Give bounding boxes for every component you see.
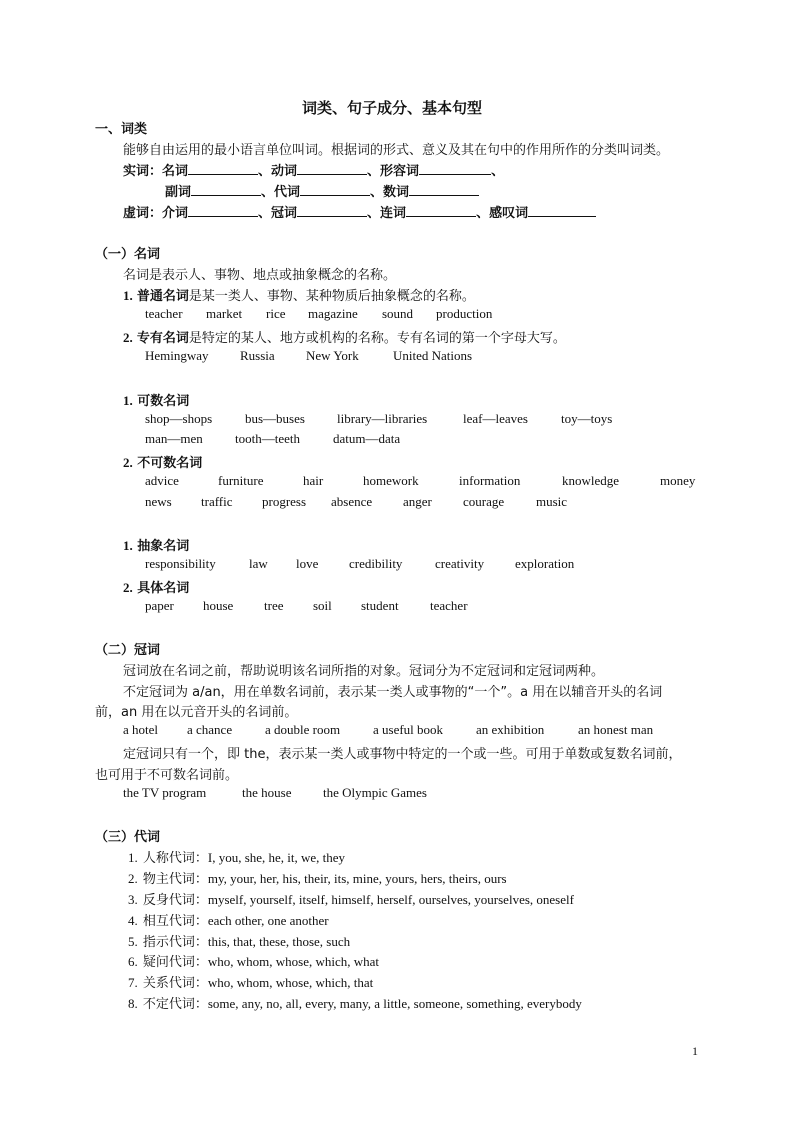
blank-label-adverb: 副词	[165, 185, 192, 200]
pronoun-words: myself, yourself, itself, himself, herself, ourselves, yourselves, oneself	[207, 892, 574, 907]
example-row-abstract	[0, 556, 794, 574]
list-number: 7.	[128, 975, 138, 990]
pronoun-item	[128, 972, 373, 991]
example-word: production	[436, 306, 493, 321]
blank-label-interjection: 、感叹词	[476, 206, 529, 221]
pronoun-words: some, any, no, all, every, many, a little, someone, something, everybody	[207, 996, 582, 1011]
list-number: 2.	[123, 455, 133, 470]
pronoun-item	[128, 889, 574, 908]
example-word: Hemingway	[145, 348, 209, 363]
blank-label-numeral: 、数词	[370, 185, 410, 200]
subheading-concrete-nouns	[123, 577, 189, 596]
example-word: the Olympic Games	[323, 785, 427, 800]
pronoun-item	[128, 868, 507, 887]
list-number: 1.	[128, 850, 138, 865]
pronoun-item	[128, 910, 329, 929]
fill-blank[interactable]	[188, 161, 258, 175]
content-words-row-1	[123, 160, 504, 179]
example-word: money	[660, 473, 696, 488]
term-common-noun: 普通名词	[136, 289, 189, 304]
section-heading-nouns: （一）名词	[95, 247, 161, 262]
blank-label-adjective: 、形容词	[367, 164, 420, 179]
example-word: a chance	[187, 722, 233, 737]
example-word: teacher	[145, 306, 183, 321]
subheading-text: 不可数名词	[137, 456, 203, 471]
pronoun-category: 关系代词：	[142, 976, 208, 991]
pronoun-item	[128, 931, 350, 950]
function-words-row	[123, 202, 596, 221]
pronoun-words: this, that, these, those, such	[207, 934, 351, 949]
example-word: exploration	[515, 556, 575, 571]
list-number: 2.	[128, 871, 138, 886]
list-number: 1.	[123, 393, 133, 408]
example-row-countable-1	[0, 411, 794, 429]
pronoun-category: 疑问代词：	[142, 955, 208, 970]
section-heading-parts-of-speech: 一、词类	[95, 122, 148, 137]
example-word: creativity	[435, 556, 485, 571]
example-word: magazine	[308, 306, 358, 321]
subheading-uncountable-nouns	[123, 452, 202, 471]
blank-label-noun: 名词	[162, 164, 189, 179]
subheading-text: 可数名词	[137, 394, 190, 409]
section-heading-pronouns: （三）代词	[95, 830, 161, 845]
pronoun-words: each other, one another	[207, 913, 329, 928]
list-number: 3.	[128, 892, 138, 907]
example-row-uncountable-1	[0, 473, 794, 491]
pronoun-item	[128, 847, 345, 866]
example-word: love	[296, 556, 319, 571]
list-number: 6.	[128, 954, 138, 969]
fill-blank[interactable]	[300, 182, 370, 196]
list-number: 8.	[128, 996, 138, 1011]
blank-label-preposition: 介词	[162, 206, 189, 221]
example-word: responsibility	[145, 556, 216, 571]
example-row-countable-2	[0, 431, 794, 449]
content-words-row-2	[165, 181, 479, 200]
list-number: 1.	[123, 288, 133, 303]
pronoun-item	[128, 993, 582, 1012]
example-word: market	[206, 306, 243, 321]
pronoun-item	[128, 951, 379, 970]
example-row-indefinite-articles	[0, 722, 794, 740]
blank-label-verb: 、动词	[258, 164, 298, 179]
example-word: leaf—leaves	[463, 411, 528, 426]
pronoun-category: 人称代词：	[142, 851, 208, 866]
pronoun-category: 反身代词：	[142, 893, 208, 908]
example-word: paper	[145, 598, 174, 613]
example-word: rice	[266, 306, 286, 321]
example-word: student	[361, 598, 399, 613]
example-word: an honest man	[578, 722, 654, 737]
pronoun-words: my, your, her, his, their, its, mine, yours, hers, theirs, ours	[207, 871, 507, 886]
example-word: the house	[242, 785, 292, 800]
proper-noun-definition	[123, 327, 566, 346]
example-row-uncountable-2	[0, 494, 794, 512]
example-word: advice	[145, 473, 179, 488]
page-title: 词类、句子成分、基本句型	[302, 99, 483, 117]
page-number: 1	[692, 1044, 698, 1058]
blank-label-article: 、冠词	[258, 206, 298, 221]
pronoun-category: 物主代词：	[142, 872, 208, 887]
nouns-intro: 名词是表示人、事物、地点或抽象概念的名称。	[123, 268, 397, 283]
example-word: news	[145, 494, 172, 509]
pronoun-words: I, you, she, he, it, we, they	[207, 850, 346, 865]
list-number: 2.	[123, 580, 133, 595]
example-word: music	[536, 494, 568, 509]
example-word: United Nations	[393, 348, 473, 363]
fill-blank[interactable]	[297, 161, 367, 175]
list-number: 2.	[123, 330, 133, 345]
term-proper-noun: 专有名词	[136, 331, 189, 346]
articles-paragraph-2b: 前，an 用在以元音开头的名词前。	[95, 705, 298, 720]
example-word: traffic	[201, 494, 233, 509]
example-word: credibility	[349, 556, 403, 571]
fill-blank[interactable]	[297, 203, 367, 217]
subheading-countable-nouns	[123, 390, 189, 409]
example-word: information	[459, 473, 521, 488]
list-number: 5.	[128, 934, 138, 949]
example-word: toy—toys	[561, 411, 613, 426]
fill-blank[interactable]	[409, 182, 479, 196]
example-word: anger	[403, 494, 432, 509]
content-words-label: 实词：	[123, 164, 163, 179]
definition-text: 是特定的某人、地方或机构的名称。专有名词的第一个字母大写。	[188, 331, 566, 346]
common-noun-definition	[123, 285, 475, 304]
example-row-definite-articles	[0, 785, 794, 803]
example-word: tooth—teeth	[235, 431, 300, 446]
example-row-proper-nouns	[0, 348, 794, 366]
example-row-concrete	[0, 598, 794, 616]
section-heading-articles: （二）冠词	[95, 643, 161, 658]
example-word: a hotel	[123, 722, 159, 737]
example-word: teacher	[430, 598, 468, 613]
example-word: an exhibition	[476, 722, 545, 737]
pronoun-category: 指示代词：	[142, 935, 208, 950]
subheading-text: 抽象名词	[137, 539, 190, 554]
articles-paragraph-3a: 定冠词只有一个，即 the，表示某一类人或事物中特定的一个或一些。可用于单数或复数名词前，	[123, 747, 682, 762]
example-word: homework	[363, 473, 419, 488]
example-word: courage	[463, 494, 505, 509]
blank-label-conjunction: 、连词	[367, 206, 407, 221]
list-number: 1.	[123, 538, 133, 553]
example-word: datum—data	[333, 431, 401, 446]
fill-blank[interactable]	[419, 161, 491, 175]
fill-blank[interactable]	[191, 182, 261, 196]
example-word: knowledge	[562, 473, 620, 488]
fill-blank[interactable]	[528, 203, 596, 217]
example-word: progress	[262, 494, 307, 509]
subheading-text: 具体名词	[137, 581, 190, 596]
example-word: law	[249, 556, 268, 571]
example-word: the TV program	[123, 785, 207, 800]
articles-paragraph-2a: 不定冠词为 a/an，用在单数名词前，表示某一类人或事物的“一个”。a 用在以辅音开头的名词	[123, 685, 663, 700]
example-word: a double room	[265, 722, 341, 737]
example-word: bus—buses	[245, 411, 305, 426]
example-word: hair	[303, 473, 324, 488]
example-word: a useful book	[373, 722, 444, 737]
example-word: house	[203, 598, 234, 613]
example-word: absence	[331, 494, 373, 509]
example-word: tree	[264, 598, 284, 613]
articles-paragraph-3b: 也可用于不可数名词前。	[95, 768, 239, 783]
example-word: New York	[306, 348, 359, 363]
pronoun-category: 相互代词：	[142, 914, 208, 929]
example-row-common-nouns	[0, 306, 794, 324]
pronoun-words: who, whom, whose, which, what	[207, 954, 380, 969]
fill-blank[interactable]	[406, 203, 476, 217]
example-word: Russia	[240, 348, 275, 363]
fill-blank[interactable]	[188, 203, 258, 217]
example-word: soil	[313, 598, 332, 613]
example-word: library—libraries	[337, 411, 428, 426]
pronoun-words: who, whom, whose, which, that	[207, 975, 374, 990]
subheading-abstract-nouns	[123, 535, 189, 554]
articles-paragraph-1: 冠词放在名词之前，帮助说明该名词所指的对象。冠词分为不定冠词和定冠词两种。	[123, 664, 605, 679]
list-number: 4.	[128, 913, 138, 928]
example-word: sound	[382, 306, 414, 321]
blank-separator: 、	[491, 164, 505, 179]
parts-of-speech-intro: 能够自由运用的最小语言单位叫词。根据词的形式、意义及其在句中的作用所作的分类叫词类。	[123, 143, 670, 158]
example-word: shop—shops	[145, 411, 213, 426]
blank-label-pronoun: 、代词	[261, 185, 301, 200]
example-word: furniture	[218, 473, 264, 488]
pronoun-category: 不定代词：	[142, 997, 208, 1012]
example-word: man—men	[145, 431, 203, 446]
function-words-label: 虚词：	[123, 206, 163, 221]
definition-text: 是某一类人、事物、某种物质后抽象概念的名称。	[188, 289, 475, 304]
